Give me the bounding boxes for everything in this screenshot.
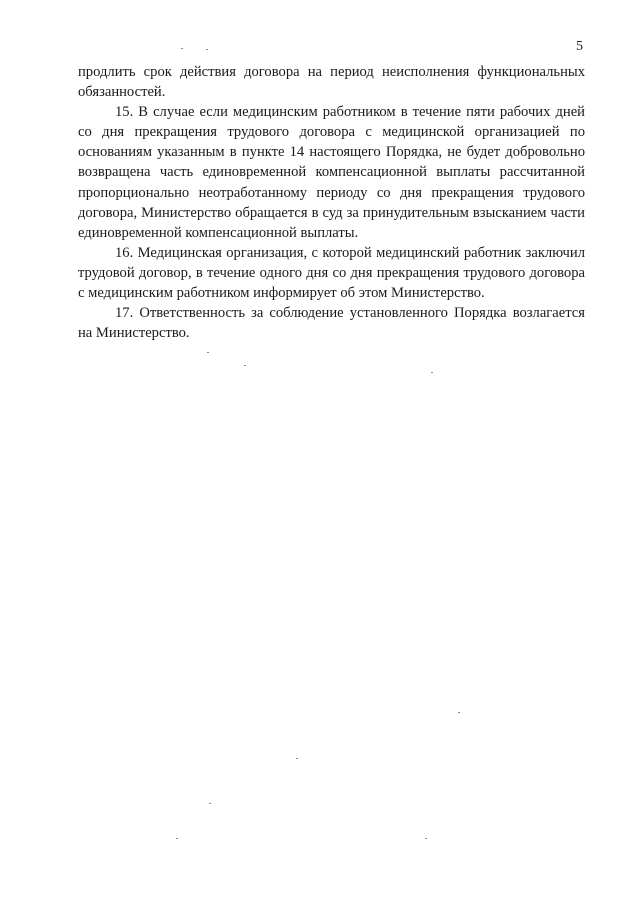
scan-speck <box>296 758 298 759</box>
paragraph-17: 17. Ответственность за соблюдение установленного Порядка возлагается на Министерство. <box>78 305 585 342</box>
document-body <box>78 62 585 343</box>
paragraph-16: 16. Медицинская организация, с которой медицинский работник заключил трудовой договор, в течение одного дня со дня прекращения трудового договора с медицинским работником информирует об этом Министерство. <box>78 244 585 302</box>
scan-speck <box>244 365 246 366</box>
scan-speck <box>425 838 427 839</box>
scan-speck <box>207 352 209 353</box>
scan-speck <box>181 48 183 49</box>
paragraph-continuation: продлить срок действия договора на период неисполнения функциональных обязанностей. <box>78 64 585 101</box>
scan-speck <box>206 49 208 50</box>
page-number: 5 <box>576 39 583 54</box>
paragraph-15: 15. В случае если медицинским работником в течение пяти рабочих дней со дня прекращения трудового договора с медицинской организацией по основаниям указанным в пункте 14 настоящего Порядка, не будет добровольно возвращена часть единовременной компенсационной выплаты рассчитанной пропорционально неотработанному периоду со дня прекращения трудового договора, Министерство обращается в суд за принудительным взысканием части единовременной компенсационной выплаты. <box>78 104 585 241</box>
scan-speck <box>176 838 178 839</box>
scan-speck <box>458 712 460 713</box>
scan-speck <box>209 803 211 804</box>
scan-speck <box>431 372 433 373</box>
